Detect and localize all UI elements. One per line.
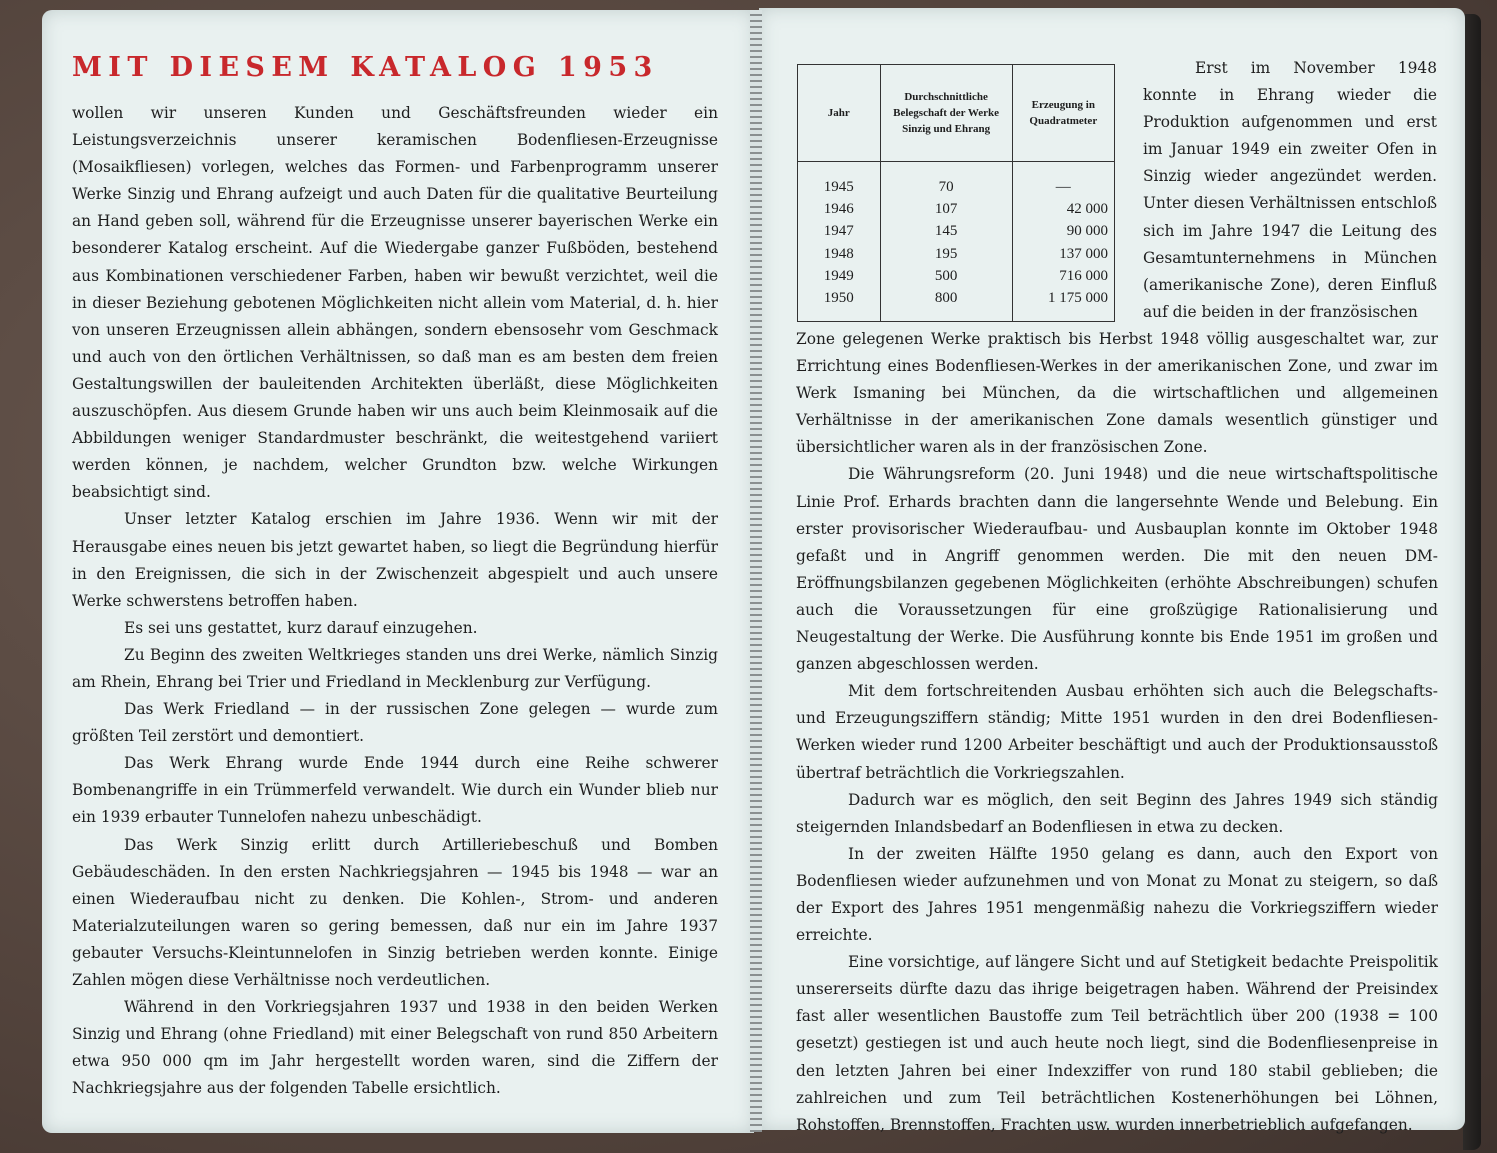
- production-table: [797, 64, 1115, 322]
- table-row: [798, 198, 1115, 220]
- right-page-side-text: [1143, 55, 1437, 326]
- table-row: [798, 162, 1115, 199]
- body-paragraph: Es sei uns gestattet, kurz darauf einzugehen.: [124, 618, 478, 637]
- page-heading: MIT DIESEM KATALOG 1953: [72, 52, 659, 83]
- cell-year: 1948: [798, 242, 881, 264]
- cell-production: 137 000: [1012, 242, 1114, 264]
- body-paragraph: Das Werk Friedland — in der russischen Zone gelegen — wurde zum größten Teil zerstört und demontiert.: [72, 700, 718, 746]
- body-paragraph: Zu Beginn des zweiten Weltkrieges standen uns drei Werke, nämlich Sinzig am Rhein, Ehrang bei Trier und Friedland in Mecklenburg zur Verfügung.: [72, 645, 718, 691]
- cell-production: 1 175 000: [1012, 287, 1114, 322]
- body-paragraph: Mit dem fortschreitenden Ausbau erhöhten sich auch die Belegschafts- und Erzeugungsziffern ständig; Mitte 1951 wurden in den drei Bodenfliesen-Werken wieder rund 1200 Arbeiter beschäftigt und auch der Produktionsausstoß übertraf beträchtlich die Vorkriegszahlen.: [796, 682, 1438, 782]
- cell-staff: 500: [880, 265, 1012, 287]
- body-paragraph: wollen wir unseren Kunden und Geschäftsfreunden wieder ein Leistungsverzeichnis unserer keramischen Bodenfliesen-Erzeugnisse (Mosaikfliesen) vorlegen, welches das Formen- und Farbenprogramm unserer Werke Sinzig und Ehrang aufzeigt und auch Daten für die qualitative Beurteilung an Hand geben soll, während für die Erzeugnisse unserer bayerischen Werke ein besonderer Katalog erscheint. Auf die Wiedergabe ganzer Fußböden, bestehend aus Kombinationen verschiedener Farben, haben wir bewußt verzichtet, weil die in dieser Beziehung gebotenen Möglichkeiten nicht allein vom Material, d. h. hier von unseren Erzeugnissen allein abhängen, sondern ebensosehr vom Geschmack und auch von den örtlichen Verhältnissen, so daß man es am besten dem freien Gestaltungswillen der bauleitenden Architekten überläßt, diese Möglichkeiten auszuschöpfen. Aus diesem Grunde haben wir uns auch beim Kleinmosaik auf die Abbildungen weniger Standardmuster beschränkt, die weitestgehend variiert werden können, je nachdem, welcher Grundton bzw. welche Wirkungen beabsichtigt sind.: [72, 104, 718, 502]
- cell-staff: 145: [880, 220, 1012, 242]
- cell-staff: 107: [880, 198, 1012, 220]
- cell-year: 1945: [798, 162, 881, 199]
- cell-staff: 800: [880, 287, 1012, 322]
- cell-production: 42 000: [1012, 198, 1114, 220]
- cell-production: 716 000: [1012, 265, 1114, 287]
- table-row: [798, 287, 1115, 322]
- body-paragraph: Die Währungsreform (20. Juni 1948) und die neue wirtschaftspolitische Linie Prof. Erhards brachten dann die langersehnte Wende und Belebung. Ein erster provisorischer Wiederaufbau- und Ausbauplan konnte im Oktober 1948 gefaßt und in Angriff genommen werden. Die mit den neuen DM-Eröffnungsbilanzen gegebenen Möglichkeiten (erhöhte Abschreibungen) schufen auch die Voraussetzungen für eine großzügige Rationalisierung und Neugestaltung der Werke. Die Ausführung konnte bis Ende 1951 im großen und ganzen abgeschlossen werden.: [796, 465, 1438, 674]
- header-staff: Durchschnittliche Belegschaft der Werke Sinzig und Ehrang: [880, 65, 1012, 162]
- left-page-body: [72, 100, 718, 1102]
- body-paragraph: Eine vorsichtige, auf längere Sicht und auf Stetigkeit bedachte Preispolitik unsererseits dürfte dazu das ihrige beigetragen haben. Während der Preisindex fast aller wesentlichen Baustoffe zum Teil beträchtlich über 200 (1938 = 100 gesetzt) gestiegen ist und auch heute noch liegt, sind die Bodenfliesenpreise in den letzten Jahren bei einer Indexziffer von rund 180 stabil geblieben; die zahlreichen und zum Teil beträchtlichen Kostenerhöhungen bei Löhnen, Rohstoffen, Brennstoffen, Frachten usw. wurden innerbetrieblich aufgefangen.: [796, 953, 1438, 1134]
- header-year: Jahr: [798, 65, 881, 162]
- body-paragraph: Während in den Vorkriegsjahren 1937 und 1938 in den beiden Werken Sinzig und Ehrang (ohne Friedland) mit einer Belegschaft von rund 850 Arbeitern etwa 950 000 qm im Jahr hergestellt worden waren, sind die Ziffern der Nachkriegsjahre aus der folgenden Tabelle ersichtlich.: [72, 998, 718, 1098]
- body-paragraph: Unser letzter Katalog erschien im Jahre 1936. Wenn wir mit der Herausgabe eines neuen bis jetzt gewartet haben, so liegt die Begründung hierfür in den Ereignissen, die sich in der Zwischenzeit abgespielt und auch unsere Werke schwerstens betroffen haben.: [72, 510, 718, 610]
- body-paragraph: Zone gelegenen Werke praktisch bis Herbst 1948 völlig ausgeschaltet war, zur Errichtung eines Bodenfliesen-Werkes in der amerikanischen Zone, und zwar im Werk Ismaning bei München, da die wirtschaftlichen und allgemeinen Verhältnisse in der amerikanischen Zone damals wesentlich günstiger und übersichtlicher waren als in der französischen Zone.: [796, 330, 1438, 457]
- right-page-body: [796, 326, 1438, 1139]
- body-paragraph: Erst im November 1948 konnte in Ehrang wieder die Produktion aufgenommen und erst im Januar 1949 ein zweiter Ofen in Sinzig wieder angezündet werden. Unter diesen Verhältnissen entschloß sich im Jahre 1947 die Leitung des Gesamtunternehmens in München (amerikanische Zone), deren Einfluß auf die beiden in der französischen: [1143, 59, 1437, 321]
- body-paragraph: In der zweiten Hälfte 1950 gelang es dann, auch den Export von Bodenfliesen wieder aufzunehmen und von Monat zu Monat zu steigern, so daß der Export des Jahres 1951 mengenmäßig nahezu die Vorkriegsziffern wieder erreichte.: [796, 844, 1438, 945]
- cell-staff: 195: [880, 242, 1012, 264]
- table-row: [798, 265, 1115, 287]
- cell-year: 1946: [798, 198, 881, 220]
- cell-production: 90 000: [1012, 220, 1114, 242]
- cell-year: 1949: [798, 265, 881, 287]
- body-paragraph: Dadurch war es möglich, den seit Beginn des Jahres 1949 sich ständig steigernden Inlandsbedarf an Bodenfliesen in etwa zu decken.: [796, 790, 1438, 836]
- cell-year: 1947: [798, 220, 881, 242]
- header-production: Erzeugung in Quadratmeter: [1012, 65, 1114, 162]
- book-gutter-stitching: [750, 10, 762, 1132]
- body-paragraph: Das Werk Ehrang wurde Ende 1944 durch eine Reihe schwerer Bombenangriffe in ein Trümmerfeld verwandelt. Wie durch ein Wunder blieb nur ein 1939 erbauter Tunnelofen nahezu unbeschädigt.: [72, 754, 718, 827]
- cell-production: —: [1012, 162, 1114, 199]
- body-paragraph: Das Werk Sinzig erlitt durch Artilleriebeschuß und Bomben Gebäudeschäden. In den ersten Nachkriegsjahren — 1945 bis 1948 — war an einen Wiederaufbau nicht zu denken. Die Kohlen-, Strom- und anderen Materialzuteilungen waren so gering bemessen, daß nur ein im Jahre 1937 gebauter Versuchs-Kleintunnelofen in Sinzig betrieben werden konnte. Einige Zahlen mögen diese Verhältnisse noch verdeutlichen.: [72, 835, 718, 989]
- table-header-row: [798, 65, 1115, 162]
- cell-staff: 70: [880, 162, 1012, 199]
- cell-year: 1950: [798, 287, 881, 322]
- table-row: [798, 242, 1115, 264]
- cover-edge: [1463, 14, 1481, 1150]
- table-row: [798, 220, 1115, 242]
